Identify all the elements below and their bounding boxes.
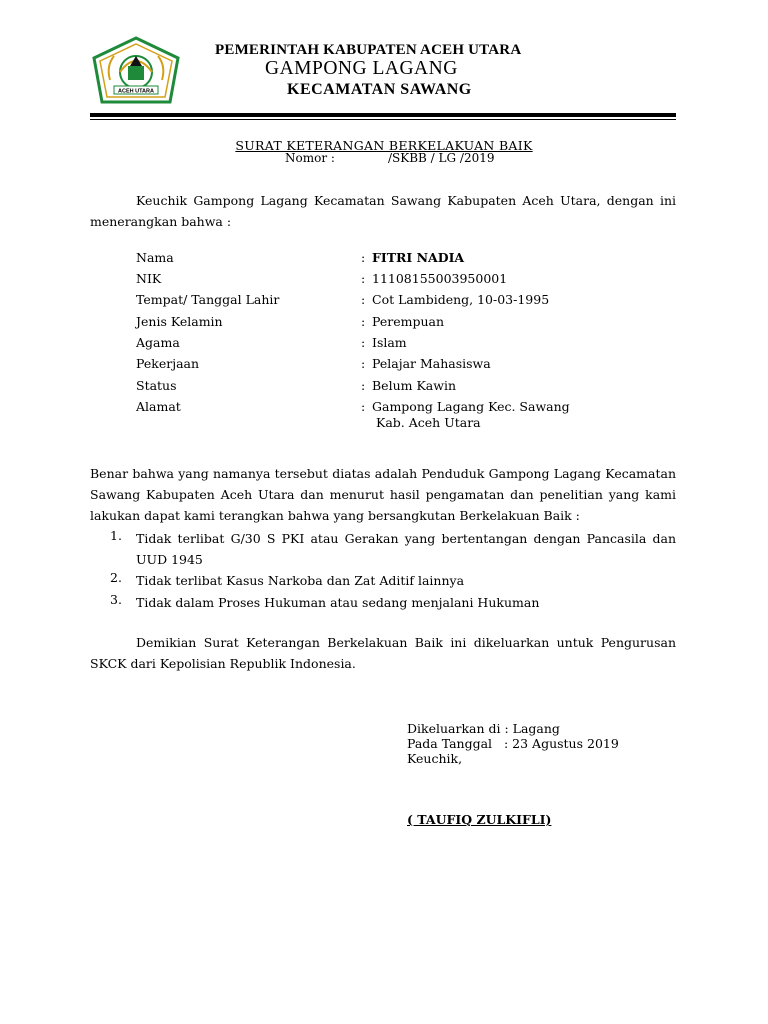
- regency-logo: [90, 36, 182, 110]
- identity-label-occupation: Pekerjaan: [136, 356, 200, 371]
- intro-paragraph: Keuchik Gampong Lagang Kecamatan Sawang Kabupaten Aceh Utara, dengan ini menerangkan bahwa :: [90, 193, 676, 229]
- identity-value-address-line2: Kab. Aceh Utara: [376, 415, 481, 430]
- identity-colon: :: [361, 335, 366, 350]
- identity-colon: :: [361, 399, 366, 414]
- list-item-text: Tidak dalam Proses Hukuman atau sedang menjalani Hukuman: [136, 595, 540, 610]
- identity-value-nik: 11108155003950001: [372, 271, 508, 286]
- identity-value-religion: Islam: [372, 335, 407, 350]
- identity-label-birth: Tempat/ Tanggal Lahir: [136, 292, 280, 307]
- identity-label-nik: NIK: [136, 271, 162, 286]
- header-district: KECAMATAN SAWANG: [287, 81, 472, 98]
- list-item-text: Tidak terlibat G/30 S PKI atau Gerakan yang bertentangan dengan Pancasila dan UUD 1945: [136, 531, 676, 567]
- signatory-position: Keuchik,: [407, 751, 463, 766]
- nomor-value: /SKBB / LG /2019: [388, 151, 495, 165]
- identity-value-name: FITRI NADIA: [372, 250, 465, 265]
- identity-colon: :: [361, 378, 366, 393]
- signatory-name: ( TAUFIQ ZULKIFLI): [407, 812, 552, 827]
- identity-value-occupation: Pelajar Mahasiswa: [372, 356, 491, 371]
- issued-place: Dikeluarkan di : Lagang: [407, 721, 560, 736]
- header-rule-thick: [90, 113, 676, 117]
- issued-date: Pada Tanggal : 23 Agustus 2019: [407, 736, 619, 751]
- letter-title: SURAT KETERANGAN BERKELAKUAN BAIK: [235, 138, 533, 153]
- identity-colon: :: [361, 356, 366, 371]
- identity-value-address: Gampong Lagang Kec. Sawang: [372, 399, 570, 414]
- identity-label-religion: Agama: [136, 335, 180, 350]
- identity-colon: :: [361, 271, 366, 286]
- list-item-number: 2.: [110, 570, 122, 585]
- header-rule-thin: [90, 119, 676, 120]
- identity-colon: :: [361, 292, 366, 307]
- logo-caption: ACEH UTARA: [118, 88, 154, 95]
- list-item-number: 3.: [110, 592, 122, 607]
- identity-value-birth: Cot Lambideng, 10-03-1995: [372, 292, 550, 307]
- list-item-text: Tidak terlibat Kasus Narkoba dan Zat Aditif lainnya: [136, 573, 465, 588]
- identity-value-gender: Perempuan: [372, 314, 445, 329]
- identity-colon: :: [361, 314, 366, 329]
- identity-label-status: Status: [136, 378, 177, 393]
- header-village: GAMPONG LAGANG: [265, 58, 458, 79]
- list-item-number: 1.: [110, 528, 122, 543]
- header-government: PEMERINTAH KABUPATEN ACEH UTARA: [215, 42, 522, 58]
- statement-paragraph: Benar bahwa yang namanya tersebut diatas adalah Penduduk Gampong Lagang Kecamatan Sawang Kabupaten Aceh Utara dan menurut hasil pengamatan dan penelitian yang kami lakukan dapat kami terangkan bahwa yang bersangkutan Berkelakuan Baik :: [90, 466, 676, 523]
- identity-label-gender: Jenis Kelamin: [136, 314, 223, 329]
- identity-value-status: Belum Kawin: [372, 378, 456, 393]
- identity-label-address: Alamat: [136, 399, 181, 414]
- identity-label-name: Nama: [136, 250, 174, 265]
- closing-paragraph: Demikian Surat Keterangan Berkelakuan Baik ini dikeluarkan untuk Pengurusan SKCK dari Kepolisian Republik Indonesia.: [90, 635, 676, 671]
- nomor-label: Nomor :: [285, 151, 335, 165]
- identity-colon: :: [361, 250, 366, 265]
